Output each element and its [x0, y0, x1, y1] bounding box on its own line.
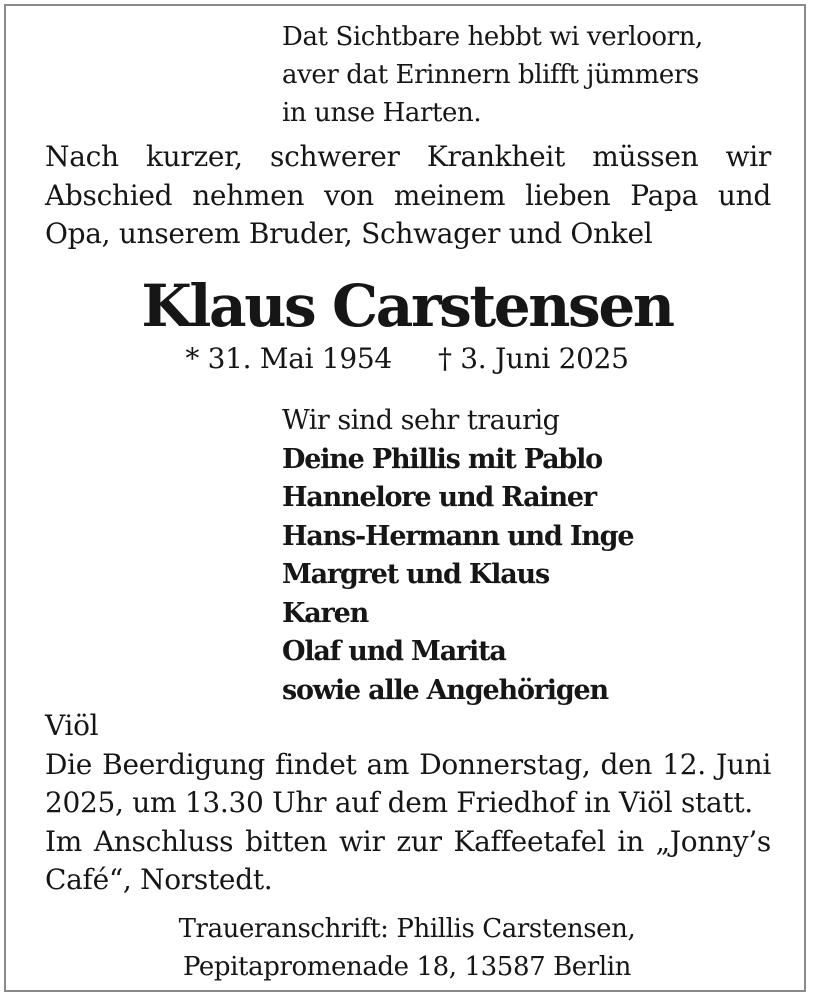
mourner-name: Hans-Hermann und Inge	[282, 520, 634, 552]
birth-date: * 31. Mai 1954	[185, 342, 392, 375]
deceased-name: Klaus Carstensen	[141, 272, 673, 340]
mourners-list	[282, 402, 633, 710]
place-name: Viöl	[45, 709, 99, 742]
mourner-name: Deine Phillis mit Pablo	[282, 443, 602, 475]
life-dates	[0, 342, 814, 375]
mourner-name: sowie alle Angehörigen	[282, 674, 608, 706]
coffee-notice: Im Anschluss bitten wir zur Kaffeetafel in „Jonny’s Café“, Norstedt.	[45, 824, 771, 896]
motto-line: Dat Sichtbare hebbt wi verloorn,	[282, 22, 703, 52]
mourner-name: Olaf und Marita	[282, 636, 506, 667]
funeral-info	[45, 707, 771, 900]
mourner-name: Margret und Klaus	[282, 559, 549, 590]
intro-text: Nach kurzer, schwerer Krankheit müssen wir Abschied nehmen von meinem lieben Papa und Opa, unserem Bruder, Schwager und Onkel	[45, 140, 771, 250]
motto-line: aver dat Erinnern blifft jümmers	[282, 60, 699, 90]
address-line: Pepitapromenade 18, 13587 Berlin	[182, 952, 631, 982]
burial-notice: Die Beerdigung findet am Donnerstag, den 12. Juni 2025, um 13.30 Uhr auf dem Friedhof in Viöl statt.	[45, 747, 771, 819]
death-date: † 3. Juni 2025	[437, 342, 629, 375]
mourners-lead: Wir sind sehr traurig	[282, 405, 560, 436]
mourner-name: Karen	[282, 597, 368, 629]
motto-verse	[282, 18, 703, 132]
motto-line: in unse Harten.	[282, 98, 482, 128]
mourning-address	[0, 910, 814, 986]
mourner-name: Hannelore und Rainer	[282, 482, 596, 513]
address-line: Traueranschrift: Phillis Carstensen,	[178, 914, 636, 944]
